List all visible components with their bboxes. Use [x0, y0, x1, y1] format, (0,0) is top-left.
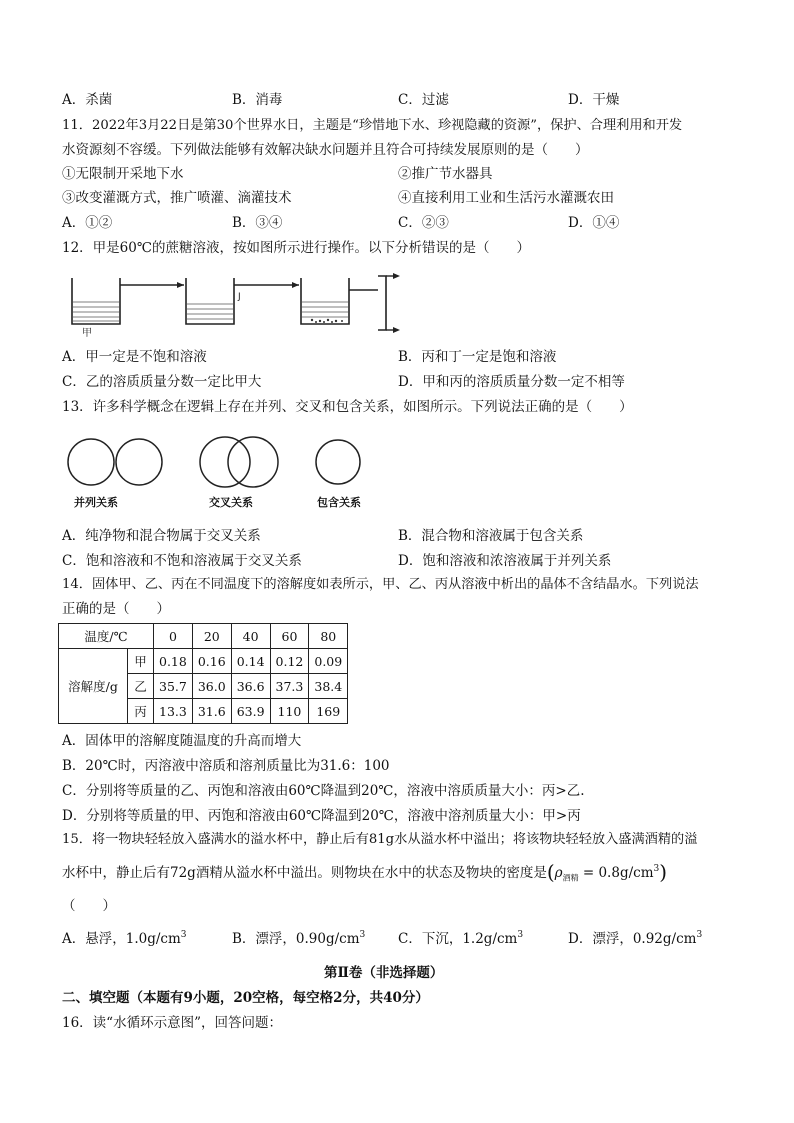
q11-item-3: ③改变灌溉方式，推广喷灌、滴灌技术 — [62, 190, 292, 206]
svg-text:J: J — [238, 292, 241, 302]
q13-caption-cross: 交叉关系 — [209, 496, 253, 509]
table-cell: 36.6 — [231, 674, 270, 699]
q15-option-d-text: D．漂浮，0.92g/cm — [568, 931, 697, 947]
q14-stem-line1: 14．固体甲、乙、丙在不同温度下的溶解度如表所示，甲、乙、丙从溶液中析出的晶体不含结晶水。下列说法 — [62, 577, 699, 592]
q15-option-a-exp: 3 — [180, 930, 187, 940]
q12-fig-label-jia: 甲 — [82, 328, 92, 339]
q13-venn-figure — [62, 432, 372, 492]
table-header-temp: 60 — [270, 624, 309, 649]
table-row — [59, 649, 348, 674]
q12-stem: 12．甲是60℃的蔗糖溶液，按如图所示进行操作。以下分析错误的是（ ） — [62, 240, 530, 256]
table-substance: 甲 — [128, 649, 154, 674]
table-cell: 36.0 — [192, 674, 231, 699]
rho-subscript: 酒精 — [562, 873, 579, 883]
q12-option-b: B．丙和丁一定是饱和溶液 — [398, 349, 557, 365]
table-header-row — [59, 624, 348, 649]
table-substance: 乙 — [128, 674, 154, 699]
q10-option-d: D．干燥 — [568, 92, 620, 108]
q16-stem: 16．读“水循环示意图”，回答问题： — [62, 1015, 282, 1031]
table-cell: 0.14 — [231, 649, 270, 674]
table-header-label: 温度/℃ — [59, 624, 154, 649]
density-value: = 0.8g/cm — [578, 865, 654, 881]
q13-option-b: B．混合物和溶液属于包含关系 — [398, 528, 584, 544]
q14-option-c: C．分别将等质量的乙、丙饱和溶液由60℃降温到20℃，溶液中溶质质量大小：丙>乙. — [62, 783, 585, 799]
table-header-temp: 80 — [309, 624, 348, 649]
table-cell: 169 — [309, 699, 348, 724]
q11-item-2: ②推广节水器具 — [398, 166, 493, 182]
q15-option-c-exp: 3 — [517, 930, 524, 940]
q14-stem-line2: 正确的是（ ） — [62, 601, 170, 617]
q15-option-b — [232, 929, 365, 949]
q15-option-d-exp: 3 — [696, 930, 703, 940]
q15-option-c — [398, 929, 523, 949]
table-cell: 110 — [270, 699, 309, 724]
q15-stem-line2: 水杯中，静止后有72g酒精从溢水杯中溢出。则物块在水中的状态及物块的密度是$(\rho_{酒精} = 0.8g/cm^3)$ — [62, 860, 668, 884]
q11-option-d: D．①④ — [568, 215, 620, 231]
q13-caption-parallel: 并列关系 — [74, 496, 118, 509]
q10-option-b: B．消毒 — [232, 92, 283, 108]
q13-caption-contain: 包含关系 — [317, 496, 361, 509]
q12-option-a: A．甲一定是不饱和溶液 — [62, 349, 207, 365]
rho-symbol: ρ — [554, 865, 563, 881]
table-cell: 37.3 — [270, 674, 309, 699]
table-header-temp: 0 — [154, 624, 193, 649]
table-cell: 13.3 — [154, 699, 193, 724]
q15-option-b-exp: 3 — [359, 930, 366, 940]
table-cell: 31.6 — [192, 699, 231, 724]
q14-option-a: A．固体甲的溶解度随温度的升高而增大 — [62, 733, 302, 749]
q15-option-c-text: C．下沉，1.2g/cm — [398, 931, 518, 947]
table-cell: 0.12 — [270, 649, 309, 674]
q14-option-b: B．20℃时，丙溶液中溶质和溶剂质量比为31.6：100 — [62, 758, 390, 774]
q11-option-c: C．②③ — [398, 215, 449, 231]
q10-option-a: A．杀菌 — [62, 92, 113, 108]
section-heading: 二、填空题（本题有9小题，20空格，每空格2分，共40分） — [62, 990, 429, 1006]
q12-option-c: C．乙的溶质质量分数一定比甲大 — [62, 374, 262, 390]
table-cell: 38.4 — [309, 674, 348, 699]
q12-option-d: D．甲和丙的溶质质量分数一定不相等 — [398, 374, 625, 390]
solubility-table — [58, 623, 348, 724]
table-cell: 0.18 — [154, 649, 193, 674]
table-cell: 63.9 — [231, 699, 270, 724]
q15-option-b-text: B．漂浮，0.90g/cm — [232, 931, 360, 947]
q13-option-a: A．纯净物和混合物属于交叉关系 — [62, 528, 261, 544]
q11-item-1: ①无限制开采地下水 — [62, 166, 184, 182]
q13-option-c: C．饱和溶液和不饱和溶液属于交叉关系 — [62, 553, 302, 569]
q15-stem-line1: 15．将一物块轻轻放入盛满水的溢水杯中，静止后有81g水从溢水杯中溢出；将该物块轻轻放入盛满酒精的溢 — [62, 832, 698, 847]
q15-option-a — [62, 929, 187, 949]
q12-beaker-figure — [62, 268, 412, 340]
q15-option-d — [568, 929, 702, 949]
q15-option-a-text: A．悬浮，1.0g/cm — [62, 931, 181, 947]
q11-item-4: ④直接利用工业和生活污水灌溉农田 — [398, 190, 614, 206]
q11-option-a: A．①② — [62, 215, 113, 231]
q13-option-d: D．饱和溶液和浓溶液属于并列关系 — [398, 553, 612, 569]
table-header-temp: 20 — [192, 624, 231, 649]
table-header-temp: 40 — [231, 624, 270, 649]
q11-stem-line1: 11．2022年3月22日是第30个世界水日，主题是“珍惜地下水、珍视隐藏的资源”，保护、合理利用和开发 — [62, 118, 683, 133]
q11-option-b: B．③④ — [232, 215, 283, 231]
q15-stem-line2-text: 水杯中，静止后有72g酒精从溢水杯中溢出。则物块在水中的状态及物块的密度是 — [62, 865, 547, 881]
table-substance: 丙 — [128, 699, 154, 724]
q15-answer-paren: （ ） — [62, 898, 116, 914]
table-row-label: 溶解度/g — [59, 649, 128, 724]
table-cell: 0.09 — [309, 649, 348, 674]
q11-stem-line2: 水资源刻不容缓。下列做法能够有效解决缺水问题并且符合可持续发展原则的是（ ） — [62, 142, 589, 158]
table-cell: 35.7 — [154, 674, 193, 699]
density-formula: ( — [546, 860, 555, 884]
part2-title: 第Ⅱ卷（非选择题） — [324, 965, 444, 981]
table-cell: 0.16 — [192, 649, 231, 674]
q13-stem: 13．许多科学概念在逻辑上存在并列、交叉和包含关系，如图所示。下列说法正确的是（ ） — [62, 399, 633, 415]
q10-option-c: C．过滤 — [398, 92, 449, 108]
density-exponent: 3 — [653, 864, 660, 874]
q14-option-d: D．分别将等质量的甲、丙饱和溶液由60℃降温到20℃，溶液中溶剂质量大小：甲>丙 — [62, 808, 581, 824]
